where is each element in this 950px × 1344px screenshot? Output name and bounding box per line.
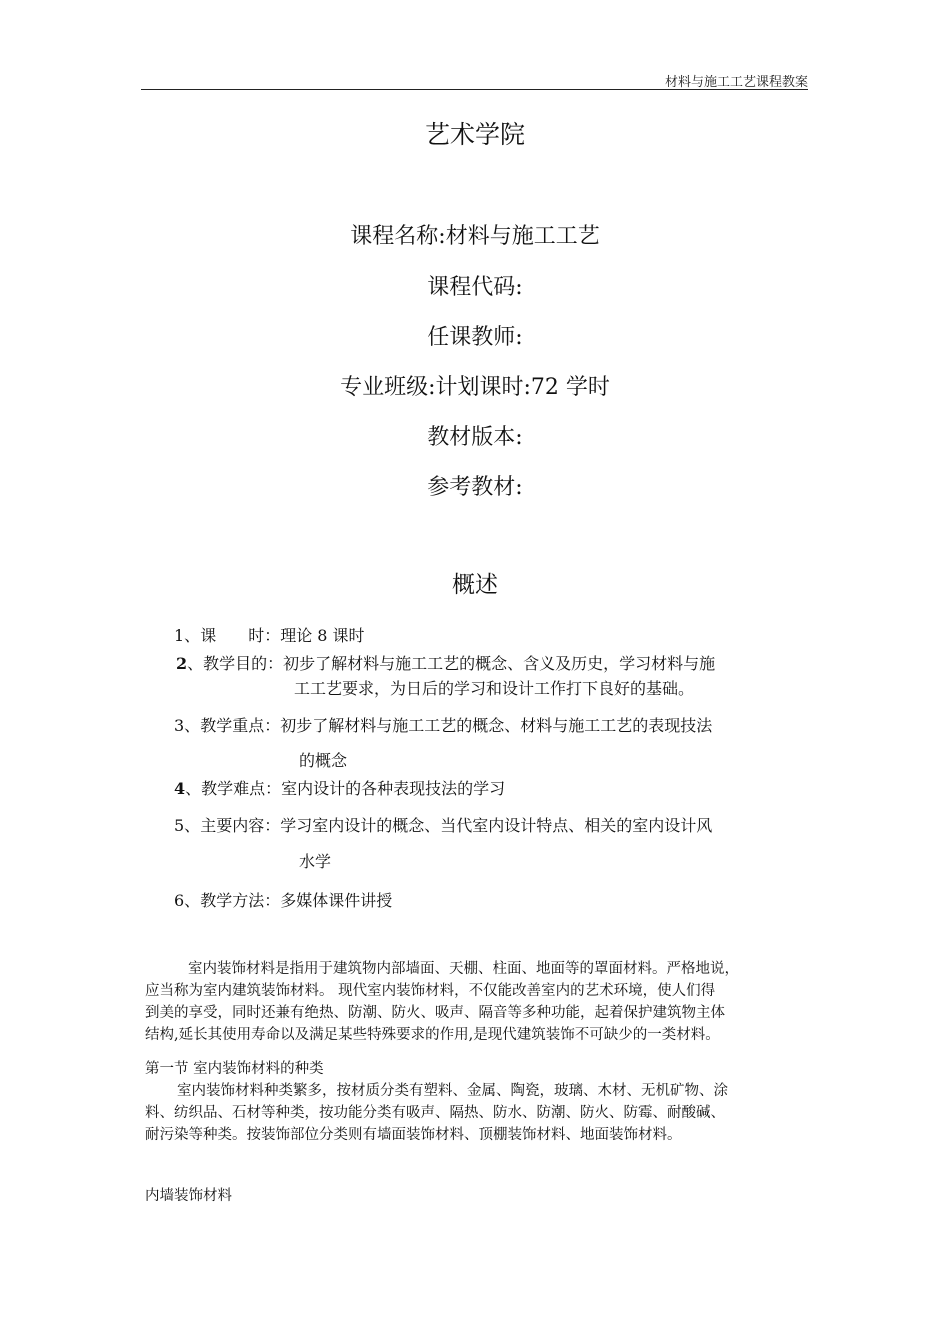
overview-item-hours [174,626,365,646]
item-number: 1、 [174,626,201,645]
paragraph-line: 室内装饰材料种类繁多，按材质分类有塑料、金属、陶瓷，玻璃、木材、无机矿物、涂 [177,1083,728,1099]
class-hours-line: 专业班级:计划课时:72 学时 [340,375,610,400]
paragraph-line: 料、纺织品、石材等种类，按功能分类有吸声、隔热、防水、防潮、防火、防霉、耐酸碱、 [145,1105,725,1121]
subheading: 内墙装饰材料 [145,1188,232,1204]
course-name-line: 课程名称:材料与施工工艺 [350,224,600,249]
paragraph-line: 室内装饰材料是指用于建筑物内部墙面、天棚、柱面、地面等的罩面材料。严格地说， [188,961,739,977]
overview-title: 概述 [452,572,498,598]
overview-item-objective [176,654,715,674]
item-text: 多媒体课件讲授 [280,891,393,910]
paragraph-line: 结构,延长其使用寿命以及满足某些特殊要求的作用,是现代建筑装饰不可缺少的一类材料。 [145,1027,720,1043]
overview-item-method [174,891,392,911]
course-code-line: 课程代码: [427,275,523,300]
overview-item-focus [174,716,712,736]
item-text: 初步了解材料与施工工艺的概念、含义及历史，学习材料与施 [283,654,716,673]
item-number-suffix: 、 [187,654,204,673]
item-text: 初步了解材料与施工工艺的概念、材料与施工工艺的表现技法 [280,716,713,735]
item-label: 教学难点： [201,779,282,798]
reference-textbook-line: 参考教材: [427,475,523,500]
item-label: 主要内容： [200,816,281,835]
section-heading: 第一节 室内装饰材料的种类 [145,1061,324,1077]
overview-item-focus-cont: 的概念 [299,751,348,770]
item-number: 6、 [174,891,201,910]
item-text: 学习室内设计的概念、当代室内设计特点、相关的室内设计风 [280,816,713,835]
header-divider [141,89,808,90]
item-number-suffix: 、 [185,779,202,798]
overview-item-content-cont: 水学 [299,852,332,871]
item-number: 3、 [174,716,201,735]
overview-item-content [174,816,712,836]
paragraph-line: 到美的享受，同时还兼有绝热、防潮、防火、吸声、隔音等多种功能，起着保护建筑物主体 [145,1005,725,1021]
item-text: 理论 8 课时 [280,626,365,645]
item-text: 室内设计的各种表现技法的学习 [281,779,506,798]
overview-item-objective-cont: 工工艺要求，为日后的学习和设计工作打下良好的基础。 [294,679,695,698]
school-name: 艺术学院 [424,120,525,149]
intro-paragraph [145,958,809,1046]
paragraph-line: 耐污染等种类。按装饰部位分类则有墙面装饰材料、顶棚装饰材料、地面装饰材料。 [145,1127,682,1143]
item-number: 5、 [174,816,201,835]
teacher-line: 任课教师: [427,325,523,350]
item-label: 教学目的： [203,654,284,673]
paragraph-line: 应当称为室内建筑装饰材料。 现代室内装饰材料，不仅能改善室内的艺术环境，使人们得 [145,983,716,999]
item-number: 2 [176,654,188,673]
running-header: 材料与施工工艺课程教案 [664,75,808,90]
textbook-edition-line: 教材版本: [427,425,523,450]
item-label: 课 时： [200,626,281,645]
item-label: 教学重点： [200,716,281,735]
item-label: 教学方法： [200,891,281,910]
overview-item-difficulty [174,779,505,799]
classification-paragraph [145,1080,809,1146]
item-number: 4 [174,779,186,798]
